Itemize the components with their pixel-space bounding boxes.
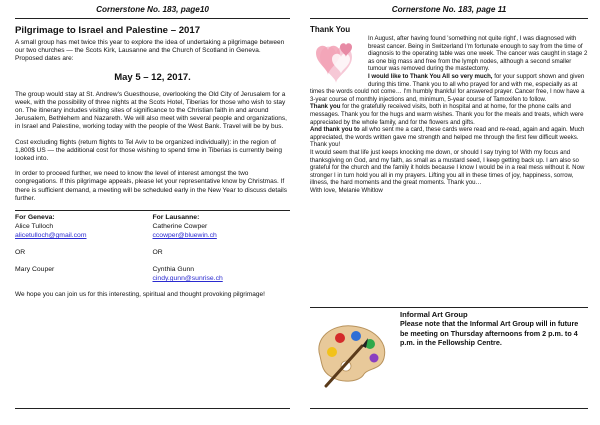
page-header-left: Cornerstone No. 183, page10 bbox=[96, 5, 209, 14]
contacts-rule bbox=[15, 210, 290, 211]
palette-image bbox=[312, 316, 392, 388]
thank-you-paragraph-1: In August, after having found 'something not quite right', I was diagnosed with breast cancer. Being in Switzerland I'm fortunate enough to say from the time of diagnosis to the operating table was one week. The cancer was caught in stage 2 as one big mass and free from the lymph nodes, although a second smaller tumour was removed during the mastectomy. bbox=[368, 35, 588, 73]
contacts-block bbox=[15, 213, 290, 283]
itinerary-paragraph: The group would stay at St. Andrew's Guesthouse, overlooking the Old City of Jerusalem for a week, with the possibility of three nights at the Scots Hotel, Tiberias for those who wish to stay on. The itinerary includes visiting sites of significance to the Christian faith in and around Jerusalem, Bethlehem and Nazareth. We will also meet with several people and organizations, in Israel and Palestine, working today with the people of the West Bank. Travel will be by bus. bbox=[15, 90, 287, 131]
page-header-right: Cornerstone No. 183, page 11 bbox=[391, 5, 507, 14]
lausanne-contacts bbox=[153, 213, 291, 283]
hearts-image bbox=[310, 37, 362, 87]
geneva-contacts bbox=[15, 213, 153, 283]
footer-rule bbox=[15, 408, 290, 409]
thank-you-paragraph-4: And thank you to all who sent me a card, these cards were read and re-read, again and again. Much appreciated, the words written gave me strength and helped me through the first few difficult weeks. Thank you! bbox=[310, 126, 585, 149]
thank-you-paragraph-3: Thank you for the gratefully received visits, both in hospital and at home, for the phone calls and messages. Thank you for the hugs and warm wishes. Thank you for the meals and treats, which were appreciated by the whole family, and for the flowers and gifts. bbox=[310, 103, 584, 126]
intro-paragraph: A small group has met twice this year to explore the idea of undertaking a pilgrimage between our two churches — the Scots Kirk, Lausanne and the Church of Scotland in Geneva. Proposed dates are: bbox=[15, 39, 285, 63]
dates-heading: May 5 – 12, 2017. bbox=[114, 71, 191, 83]
thank-you-paragraph-5: It would seem that life just keeps knocking me down, or should I say trying to! With my focus and thanksgiving on God, and my faith, as small as a mustard seed, I keep getting back up. I am also so grateful for the church and the family it holds because I know I would be in a real mess without it. Now stronger I in turn hold you all in my prayers. Lifting you all in these times of joy, happiness, sorrow, illness, the hard moments and the great moments. Thank you… bbox=[310, 148, 585, 187]
thank-you-title: Thank You bbox=[310, 25, 351, 34]
thank-you-paragraph-2: I would like to Thank You All so very much, for your support shown and given during this time. Thank you to all who prayed for and with me, especially as at times the words could not come… I'm humbly thankful for answered prayer. Cancer free, I now have a 3-year course of monthly injections and, minimum, 5-year course of Tamoxifen to follow. bbox=[310, 72, 585, 103]
page-right bbox=[300, 0, 600, 425]
signoff: With love, Melanie Whitlow bbox=[310, 186, 383, 194]
contact-email-link[interactable]: ccowper@bluewin.ch bbox=[152, 232, 217, 240]
lausanne-heading: For Lausanne: bbox=[152, 214, 200, 222]
closing-paragraph: We hope you can join us for this interesting, spiritual and thought provoking pilgrimage! bbox=[15, 291, 265, 299]
contact-name: Cynthia Gunn bbox=[152, 266, 195, 274]
bold-lead: Thank you bbox=[310, 103, 341, 111]
header-rule bbox=[310, 18, 588, 19]
art-group-text: Please note that the Informal Art Group will in future be meeting on Thursday afternoons from 2 p.m. to 4 p.m. in the Fellowship Centre. bbox=[400, 319, 579, 348]
bold-lead: And thank you to bbox=[310, 126, 360, 134]
contact-name: Catherine Cowper bbox=[152, 223, 208, 231]
contact-email-link[interactable]: cindy.gunn@sunrise.ch bbox=[152, 275, 223, 283]
thank-you-body bbox=[310, 35, 588, 194]
geneva-heading: For Geneva: bbox=[15, 214, 55, 222]
or-label: OR bbox=[15, 249, 26, 257]
or-label: OR bbox=[152, 249, 163, 257]
header-rule bbox=[15, 18, 290, 19]
article-title: Pilgrimage to Israel and Palestine – 2017 bbox=[15, 25, 201, 36]
footer-rule bbox=[310, 408, 588, 409]
contact-name: Mary Couper bbox=[15, 266, 55, 274]
section-rule bbox=[310, 307, 588, 308]
contact-name: Alice Tulloch bbox=[15, 223, 54, 231]
cost-paragraph: Cost excluding flights (return flights to Tel Aviv to be organized individually): in the region of 1,800$ US — the additional cost for those wishing to spend time in Tiberias is currently being looked into. bbox=[15, 138, 283, 163]
art-group-notice bbox=[400, 310, 588, 348]
art-group-title: Informal Art Group bbox=[400, 310, 468, 319]
contact-email-link[interactable]: alicetulloch@gmail.com bbox=[15, 232, 87, 240]
interest-paragraph: In order to proceed further, we need to know the level of interest amongst the two congregations. If this pilgrimage appeals, please let your representative know by Christmas. If there is sufficient demand, a meeting will be scheduled early in the New Year to discuss details further. bbox=[15, 170, 287, 202]
bold-lead: I would like to Thank You All so very much, bbox=[368, 72, 493, 80]
